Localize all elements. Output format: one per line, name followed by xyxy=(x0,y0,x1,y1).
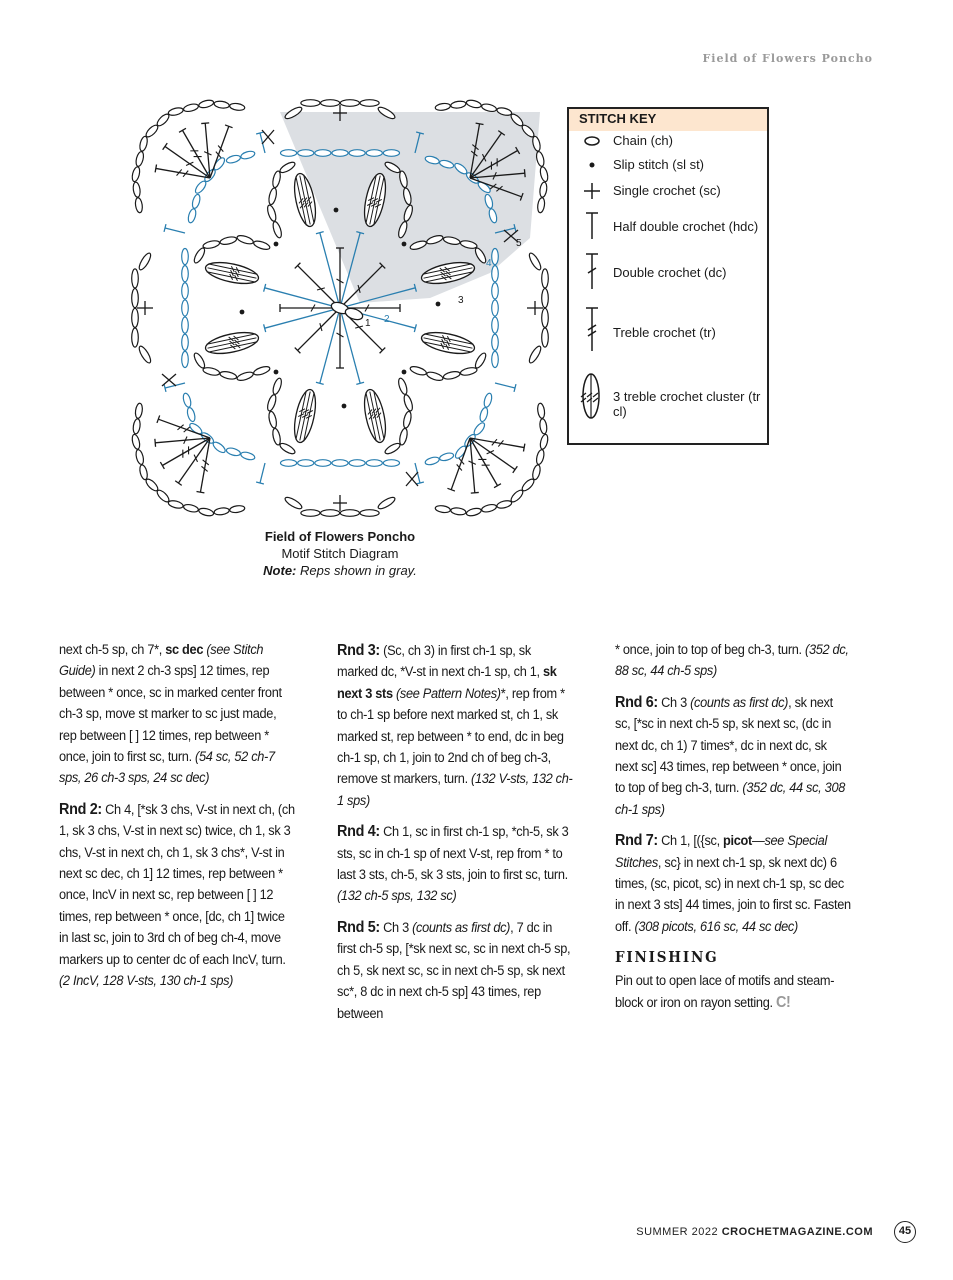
round-label-2: 2 xyxy=(384,314,390,325)
page-footer xyxy=(636,1226,873,1238)
caption-title: Field of Flowers Poncho xyxy=(264,529,416,544)
paragraph-rnd6: Rnd 6: Ch 3 (counts as first dc), sk next sc, [*sc in next ch-5 sp, sk next sc, (dc in next dc, ch 1) 7 times*, dc in next dc, sk next sc] 43 times, rep between * once, join to top of beg ch-3, turn. (352 dc, 44 sc, 308 ch-1 sps) xyxy=(615,693,846,818)
paragraph-rnd4: Rnd 4: Ch 1, sc in first ch-1 sp, *ch-5, sk 3 sts, sc in ch-1 sp of next V-st, rep from * to last 3 sts, ch-5, sk 3 sts, join to first sc, turn. (132 ch-5 sps, 132 sc) xyxy=(337,823,569,905)
round-label-3: 3 xyxy=(458,295,464,306)
round-label-5: 5 xyxy=(516,238,522,249)
key-item-treble-cluster xyxy=(569,371,767,421)
treble-crochet-icon xyxy=(581,305,603,353)
double-crochet-icon xyxy=(581,251,603,291)
paragraph-rnd3: Rnd 3: (Sc, ch 3) in first ch-1 sp, sk marked dc, *V-st in next ch-1 sp, ch 1, sk next 3 sts (see Pattern Notes)*, rep from * to ch-1 sp before next marked st, ch 1, sk marked st, rep between * to end, dc in beg ch-1 sp, ch 1, join to 2nd ch of beg ch-3, remove st markers, turn. (132 V-sts, 132 ch-1 sps) xyxy=(337,642,573,809)
key-label-double-crochet: Double crochet (dc) xyxy=(613,265,727,280)
chain-icon xyxy=(581,133,603,149)
single-crochet-icon xyxy=(581,181,603,201)
end-mark: C! xyxy=(775,994,791,1012)
key-item-single-crochet xyxy=(569,179,767,203)
caption-note xyxy=(230,562,450,579)
running-title: Field of Flowers Poncho xyxy=(702,52,873,65)
stitch-key-title: STITCH KEY xyxy=(569,109,767,131)
key-item-half-double-crochet xyxy=(569,211,767,241)
paragraph-rnd7: Rnd 7: Ch 1, [({sc, picot—see Special Stitches, sc} in next ch-1 sp, sk next dc) 6 times, (sc, picot, sc) in next ch-1 sp, sc dec in next 3 sts] 44 times, join to first sc. Fasten off. (308 picots, 616 sc, 44 sc dec) xyxy=(615,832,851,935)
key-label-slip-stitch: Slip stitch (sl st) xyxy=(613,157,705,172)
paragraph-rnd2: Rnd 2: Ch 4, [*sk 3 chs, V-st in next ch, (ch 1, sk 3 chs, V-st in next sc) twice, ch 1, sk 3 chs, V-st in next ch, ch 1, sk 3 chs*, V-st in next sc dec, ch 1] 12 times, rep between * once, IncV in next sc, rep between [ ] 12 times, rep between * once, [dc, ch 1] twice in last sc, join to 3rd ch of beg ch-4, move markers up to center dc of each IncV, turn. (2 IncV, 128 V-sts, 130 ch-1 sps) xyxy=(59,800,295,990)
finishing-heading: FINISHING xyxy=(615,948,719,967)
key-label-chain: Chain (ch) xyxy=(613,133,673,148)
key-item-treble-crochet xyxy=(569,305,767,353)
text-column-3 xyxy=(615,640,851,1024)
caption-note-label: Note: xyxy=(263,563,297,578)
footer-site: CROCHETMAGAZINE.COM xyxy=(721,1226,873,1238)
diagram-caption xyxy=(230,528,450,579)
stitch-key xyxy=(567,107,769,445)
key-item-chain xyxy=(569,131,767,151)
paragraph-rnd1-continued: next ch-5 sp, ch 7*, sc dec (see Stitch Guide) in next 2 ch-3 sps] 12 times, rep between * once, sc in marked center front ch-3 sp, move st marker to sc just made, rep between [ ] 12 times, rep between * once, join to first sc, turn. (54 sc, 52 ch-7 sps, 26 ch-3 sps, 24 sc dec) xyxy=(59,642,282,787)
round-label-4: 4 xyxy=(486,258,492,269)
paragraph-rnd5: Rnd 5: Ch 3 (counts as first dc), 7 dc in first ch-5 sp, [*sk next sc, sc in next ch-5 sp, ch 5, sk next sc, sc in next ch-5 sp, sk next sc*, 8 dc in next ch-5 sp] 43 times, rep between xyxy=(337,918,571,1022)
key-label-single-crochet: Single crochet (sc) xyxy=(613,183,721,198)
key-label-treble-crochet: Treble crochet (tr) xyxy=(613,325,716,340)
paragraph-finishing: Pin out to open lace of motifs and steam-block or iron on rayon setting. C! xyxy=(615,972,835,1012)
page-number: 45 xyxy=(894,1221,916,1243)
key-item-slip-stitch xyxy=(569,155,767,175)
half-double-crochet-icon xyxy=(581,211,603,241)
footer-issue: SUMMER 2022 xyxy=(636,1226,722,1238)
key-label-half-double-crochet: Half double crochet (hdc) xyxy=(613,219,759,234)
text-column-2 xyxy=(337,640,573,1034)
key-item-double-crochet xyxy=(569,251,767,291)
motif-stitch-diagram xyxy=(130,98,550,518)
caption-note-text: Reps shown in gray. xyxy=(300,563,417,578)
text-column-1 xyxy=(59,640,295,1002)
treble-cluster-icon xyxy=(579,371,601,421)
round-label-1: 1 xyxy=(365,318,371,329)
slip-stitch-icon xyxy=(581,157,603,173)
paragraph-rnd5-continued: * once, join to top of beg ch-3, turn. (352 dc, 88 sc, 44 ch-5 sps) xyxy=(615,642,849,680)
caption-subtitle: Motif Stitch Diagram xyxy=(281,546,399,561)
key-label-treble-cluster: 3 treble crochet cluster (tr cl) xyxy=(613,389,761,419)
